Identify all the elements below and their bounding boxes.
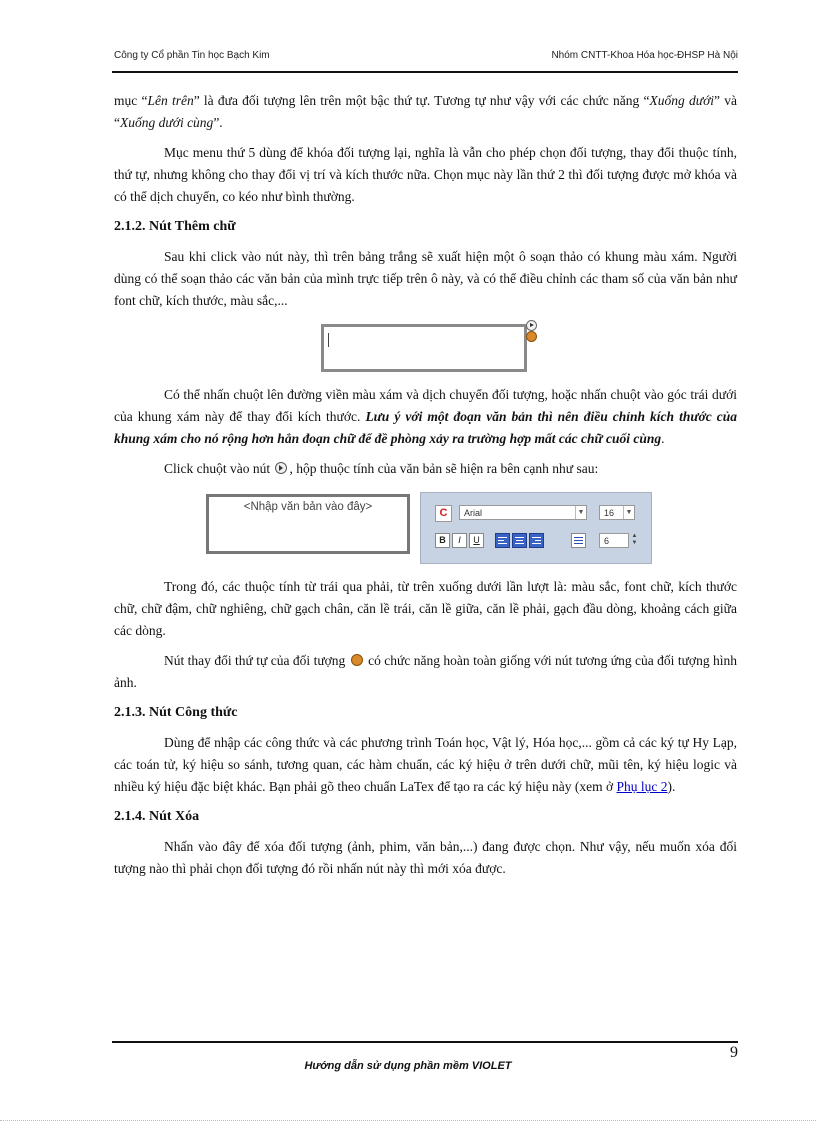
play-icon <box>275 462 287 474</box>
page-edge <box>0 1120 816 1121</box>
paragraph-212-click: Click chuột vào nút , hộp thuộc tính của văn bản sẽ hiện ra bên cạnh như sau: <box>164 461 599 476</box>
line-spacing-input[interactable]: 6 <box>599 533 629 548</box>
order-icon <box>351 654 363 666</box>
bullet-list-button[interactable] <box>571 533 586 548</box>
text-color-button[interactable]: C <box>435 505 452 522</box>
properties-play-icon[interactable] <box>526 320 537 331</box>
align-right-button[interactable] <box>529 533 544 548</box>
footer-divider <box>112 1041 738 1043</box>
paragraph-menu-lock: Mục menu thứ 5 dùng để khóa đối tượng lại, nghĩa là vẫn cho phép chọn đối tượng, thay đổi thuộc tính, thứ tự, nhưng không cho thay đổi vị trí và kích thước nữa. Chọn mục này lần thứ 2 thì đối tượng được mở khóa và có thể dịch chuyển, co kéo như bình thường. <box>114 145 737 204</box>
chevron-down-icon: ▼ <box>575 506 586 519</box>
paragraph-212-properties: Trong đó, các thuộc tính từ trái qua phải, từ trên xuống dưới lần lượt là: màu sắc, font chữ, kích thước chữ, chữ đậm, chữ nghiêng, chữ gạch chân, căn lề trái, căn lề giữa, căn lề phải, gạch đầu dòng, khoảng cách giữa các dòng. <box>114 579 737 638</box>
underline-button[interactable]: U <box>469 533 484 548</box>
bold-button[interactable]: B <box>435 533 450 548</box>
text-cursor <box>328 333 329 347</box>
align-left-button[interactable] <box>495 533 510 548</box>
paragraph-214: Nhấn vào đây để xóa đối tượng (ảnh, phim, văn bản,...) đang được chọn. Như vậy, nếu muốn xóa đối tượng nào thì phải chọn đối tượng đó rồi nhấn nút này thì mới xóa được. <box>114 839 737 876</box>
page-number: 9 <box>730 1044 738 1061</box>
heading-214: 2.1.4. Nút Xóa <box>114 809 200 824</box>
font-size-select[interactable] <box>599 505 635 520</box>
font-size-value: 16 <box>604 508 615 518</box>
figure-text-box <box>114 320 737 376</box>
text-placeholder-box[interactable]: <Nhập văn bản vào đây> <box>206 494 410 554</box>
italic-button[interactable]: I <box>452 533 467 548</box>
paragraph-213: Dùng để nhập các công thức và các phương trình Toán học, Vật lý, Hóa học,... gồm cả các ký tự Hy Lạp, các toán tử, ký hiệu so sánh, tương quan, các hàm chuẩn, các ký hiệu ở trên dưới chữ, mũi tên, ký hiệu logic và nhiều ký hiệu đặc biệt khác. Bạn phải gõ theo chuẩn LaTex để tạo ra các ký hiệu này (xem ở Phụ lục 2). <box>114 735 737 794</box>
align-center-button[interactable] <box>512 533 527 548</box>
paragraph-212-order: Nút thay đổi thứ tự của đối tượng có chức năng hoàn toàn giống với nút tương ứng của đối tượng hình ảnh. <box>114 653 737 690</box>
paragraph-212-intro: Sau khi click vào nút này, thì trên bảng trắng sẽ xuất hiện một ô soạn thảo có khung màu xám. Người dùng có thể soạn thảo các văn bản của mình trực tiếp trên ô này, và có thể điều chỉnh các tham số của văn bản như font chữ, kích thước, màu sắc,... <box>114 249 737 308</box>
text-properties-panel <box>420 492 652 564</box>
order-icon[interactable] <box>526 331 537 342</box>
paragraph-menu-order: mục “Lên trên” là đưa đối tượng lên trên một bậc thứ tự. Tương tự như vậy với các chức năng “Xuống dưới” và “Xuống dưới cùng”. <box>114 93 737 130</box>
footer-title: Hướng dẫn sử dụng phần mềm VIOLET <box>304 1060 512 1072</box>
text-edit-box[interactable] <box>321 324 527 372</box>
heading-212: 2.1.2. Nút Thêm chữ <box>114 219 236 234</box>
figure-text-properties <box>114 488 737 566</box>
paragraph-212-resize: Có thể nhấn chuột lên đường viền màu xám và dịch chuyển đối tượng, hoặc nhấn chuột vào góc trái dưới của khung xám này để thay đổi kích thước. Lưu ý với một đoạn văn bản thì nên điều chỉnh kích thước của khung xám cho nó rộng hơn hẳn đoạn chữ để đề phòng xảy ra trường hợp mất các chữ cuối cùng. <box>114 387 737 446</box>
font-select[interactable] <box>459 505 587 520</box>
page-content <box>114 90 737 888</box>
header-group: Nhóm CNTT-Khoa Hóa học-ĐHSP Hà Nội <box>551 50 738 61</box>
heading-213: 2.1.3. Nút Công thức <box>114 705 238 720</box>
appendix-2-link[interactable]: Phụ lục 2 <box>616 779 668 794</box>
header-company: Công ty Cổ phần Tin học Bạch Kim <box>114 50 270 61</box>
header-divider <box>112 71 738 73</box>
chevron-down-icon: ▼ <box>623 506 634 519</box>
spinner-arrows-icon[interactable]: ▲ ▼ <box>631 533 638 546</box>
font-select-value: Arial <box>464 508 483 518</box>
